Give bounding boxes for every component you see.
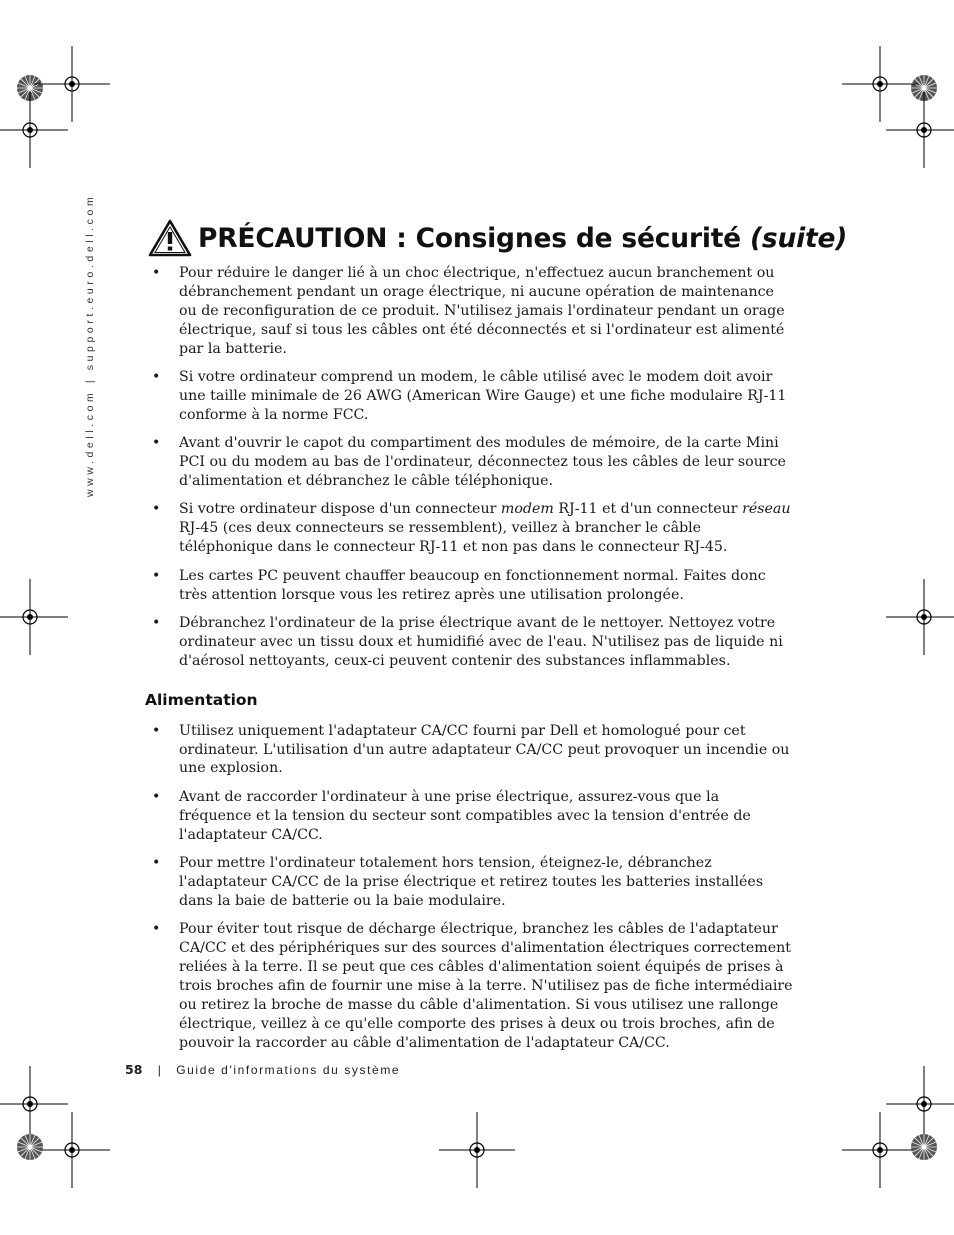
- crosshair-top-left-b: [0, 92, 68, 168]
- footer-separator: |: [157, 1063, 161, 1077]
- crosshair-bottom-right-b: [886, 1066, 954, 1142]
- title-suffix: (suite): [749, 222, 848, 254]
- registration-star-bottom-right: [911, 1134, 937, 1160]
- page-heading: [148, 214, 848, 262]
- list-item: • Débranchez l'ordinateur de la prise électrique avant de le nettoyer. Nettoyez votre ordinateur avec un tissu doux et humidifié avec de l'eau. N'utilisez pas de liquide ni d'aérosol nettoyants, ceux-ci peuvent contenir des substances inflammables.: [150, 614, 795, 671]
- crosshair-bottom-right-a: [842, 1112, 918, 1188]
- side-url: [82, 193, 102, 502]
- list-item: • Pour réduire le danger lié à un choc électrique, n'effectuez aucun branchement ou débranchement pendant un orage électrique, ni aucune opération de maintenance ou de reconfiguration de ce produit. N'utilisez jamais l'ordinateur pendant un orage électrique, sauf si tous les câbles ont été déconnectés et si l'ordinateur est alimenté par la batterie.: [150, 264, 795, 359]
- warning-triangle-icon: [148, 218, 192, 258]
- italic-term: modem: [500, 501, 554, 518]
- crosshair-bottom-center: [439, 1112, 515, 1188]
- list-item: • Les cartes PC peuvent chauffer beaucoup en fonctionnement normal. Faites donc très attention lorsque vous les retirez après une utilisation prolongée.: [150, 567, 795, 605]
- safety-list: [150, 264, 795, 671]
- crosshair-bottom-left-b: [34, 1112, 110, 1188]
- main-content: [145, 264, 795, 1062]
- page-footer: [125, 1062, 400, 1077]
- italic-term: réseau: [742, 501, 791, 518]
- crosshair-mid-left: [0, 579, 68, 655]
- crosshair-mid-right: [886, 579, 954, 655]
- list-item: • Avant d'ouvrir le capot du compartiment des modules de mémoire, de la carte Mini PCI ou du modem au bas de l'ordinateur, déconnectez tous les câbles de leur source d'alimentation et débranchez le câble téléphonique.: [150, 434, 795, 491]
- crosshair-top-right-b: [886, 92, 954, 168]
- list-item: • Avant de raccorder l'ordinateur à une prise électrique, assurez-vous que la fréquence et la tension du secteur sont compatibles avec la tension d'entrée de l'adaptateur CA/CC.: [150, 788, 795, 845]
- page-title: [198, 223, 847, 254]
- crosshair-top-right-a: [842, 46, 918, 122]
- section-heading: Alimentation: [145, 690, 258, 709]
- crosshair-bottom-left-a: [0, 1066, 68, 1142]
- text-span: RJ-45 (ces deux connecteurs se ressemblent), veillez à brancher le câble téléphonique dans le connecteur RJ-11 et non pas dans le connecteur RJ-45.: [179, 520, 728, 556]
- title-main: PRÉCAUTION : Consignes de sécurité: [198, 222, 741, 254]
- list-item: [150, 500, 795, 557]
- list-item: • Si votre ordinateur comprend un modem, le câble utilisé avec le modem doit avoir une taille minimale de 26 AWG (American Wire Gauge) et une fiche modulaire RJ-11 conforme à la norme FCC.: [150, 368, 795, 425]
- text-span: Si votre ordinateur dispose d'un connecteur: [179, 501, 501, 518]
- list-item: • Utilisez uniquement l'adaptateur CA/CC fourni par Dell et homologué pour cet ordinateur. L'utilisation d'un autre adaptateur CA/CC peut provoquer un incendie ou une explosion.: [150, 722, 795, 779]
- power-list: [150, 722, 795, 1053]
- page-number: 58: [125, 1062, 143, 1077]
- list-item: • Pour mettre l'ordinateur totalement hors tension, éteignez-le, débranchez l'adaptateur CA/CC de la prise électrique et retirez toutes les batteries installées dans la baie de batterie ou la baie modulaire.: [150, 854, 795, 911]
- text-span: RJ-11 et d'un connecteur: [553, 501, 743, 518]
- footer-doc-title: Guide d'informations du système: [176, 1063, 401, 1077]
- registration-star-bottom-left: [17, 1134, 43, 1160]
- crosshair-top-left-a: [34, 46, 110, 122]
- side-url-text: www.dell.com | support.euro.dell.com: [84, 193, 96, 497]
- list-item: • Pour éviter tout risque de décharge électrique, branchez les câbles de l'adaptateur CA/CC et des périphériques sur des sources d'alimentation électriques correctement reliées à la terre. Il se peut que ces câbles d'alimentation soient équipés de prises à trois broches afin de fournir une mise à la terre. N'utilisez pas de fiche intermédiaire ou retirez la broche de masse du câble d'alimentation. Si vous utilisez une rallonge électrique, veillez à ce qu'elle comporte des prises à deux ou trois broches, afin de pouvoir la raccorder au câble d'alimentation de l'adaptateur CA/CC.: [150, 920, 795, 1052]
